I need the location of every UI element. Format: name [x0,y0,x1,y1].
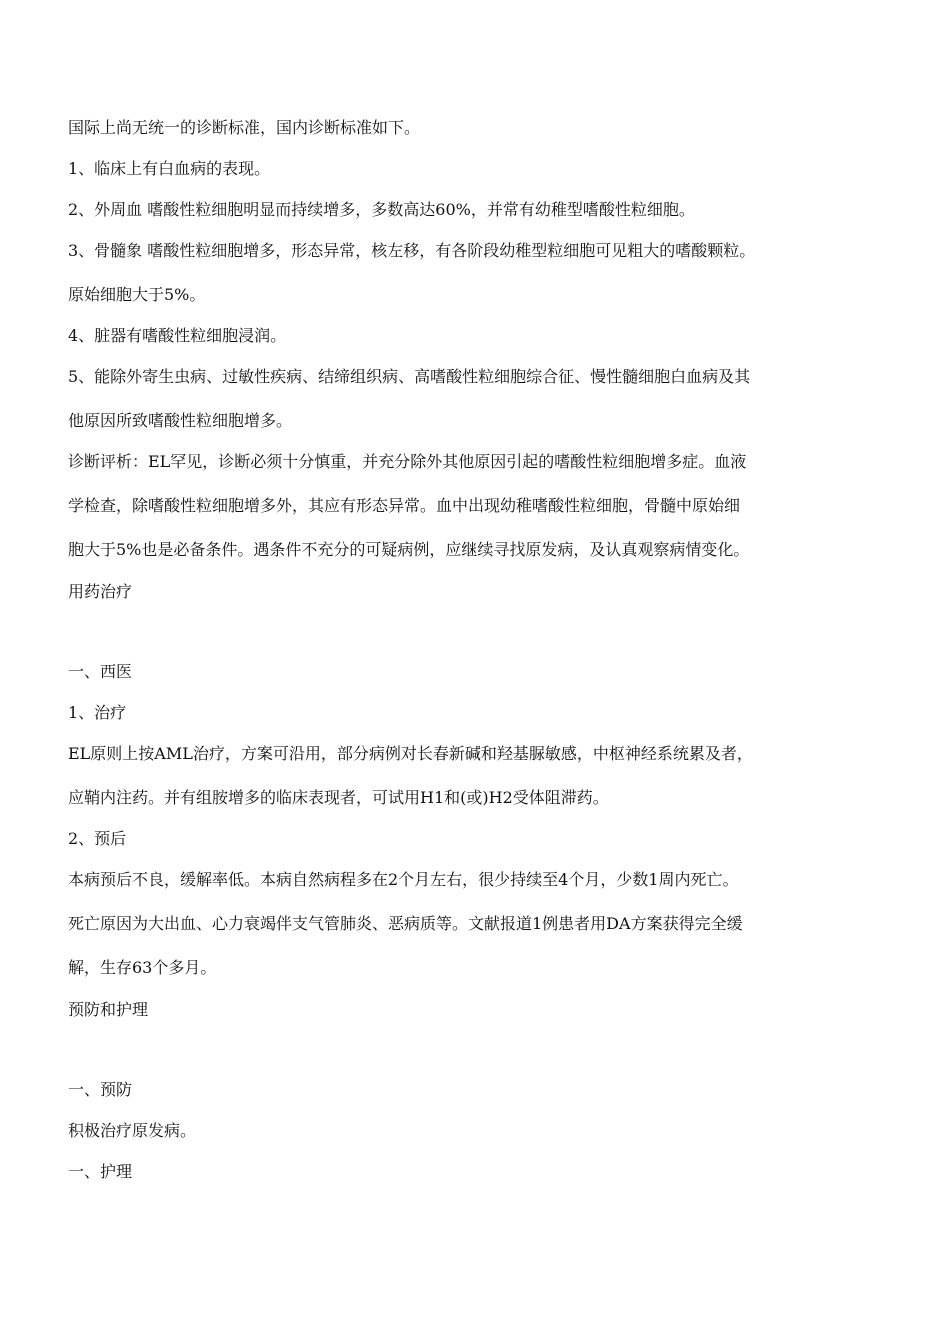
therapy-line-1: EL原则上按AML治疗，方案可沿用，部分病例对长春新碱和羟基脲敏感，中枢神经系统累及者， [68,744,753,763]
criterion-4: 4、脏器有嗜酸性粒细胞浸润。 [68,326,287,345]
prognosis-line-2: 死亡原因为大出血、心力衰竭伴支气管肺炎、恶病质等。文献报道1例患者用DA方案获得完全缓 [68,914,743,933]
evaluation-line-1: 诊断评析：EL罕见，诊断必须十分慎重，并充分除外其他原因引起的嗜酸性粒细胞增多症。血液 [68,452,747,471]
prevention-heading: 一、预防 [68,1080,133,1099]
evaluation-line-2: 学检查，除嗜酸性粒细胞增多外，其应有形态异常。血中出现幼稚嗜酸性粒细胞，骨髓中原始细 [68,496,741,515]
criterion-5: 5、能除外寄生虫病、过敏性疾病、结缔组织病、高嗜酸性粒细胞综合征、慢性髓细胞白血病及其 [68,367,751,386]
criterion-2: 2、外周血 嗜酸性粒细胞明显而持续增多，多数高达60%，并常有幼稚型嗜酸性粒细胞。 [68,200,695,219]
document-page [68,118,888,1182]
prevention-nursing-heading: 预防和护理 [68,1000,149,1019]
prognosis-heading: 2、预后 [68,829,127,848]
prevention-text: 积极治疗原发病。 [68,1121,197,1140]
nursing-heading: 一、护理 [68,1162,133,1181]
treatment-heading: 用药治疗 [68,582,133,601]
prognosis-line-1: 本病预后不良，缓解率低。本病自然病程多在2个月左右，很少持续至4个月，少数1周内死亡。 [68,870,739,889]
criterion-1: 1、临床上有白血病的表现。 [68,159,271,178]
criterion-3: 3、骨髓象 嗜酸性粒细胞增多，形态异常，核左移，有各阶段幼稚型粒细胞可见粗大的嗜酸颗粒。 [68,241,756,260]
evaluation-line-3: 胞大于5%也是必备条件。遇条件不充分的可疑病例，应继续寻找原发病，及认真观察病情变化。 [68,540,750,559]
prognosis-line-3: 解，生存63个多月。 [68,958,217,977]
criterion-5-cont: 他原因所致嗜酸性粒细胞增多。 [68,411,293,430]
criterion-3-cont: 原始细胞大于5%。 [68,285,206,304]
diagnosis-intro: 国际上尚无统一的诊断标准，国内诊断标准如下。 [68,118,421,137]
therapy-line-2: 应鞘内注药。并有组胺增多的临床表现者，可试用H1和(或)H2受体阻滞药。 [68,788,609,807]
therapy-heading: 1、治疗 [68,703,127,722]
western-medicine-heading: 一、西医 [68,662,133,681]
